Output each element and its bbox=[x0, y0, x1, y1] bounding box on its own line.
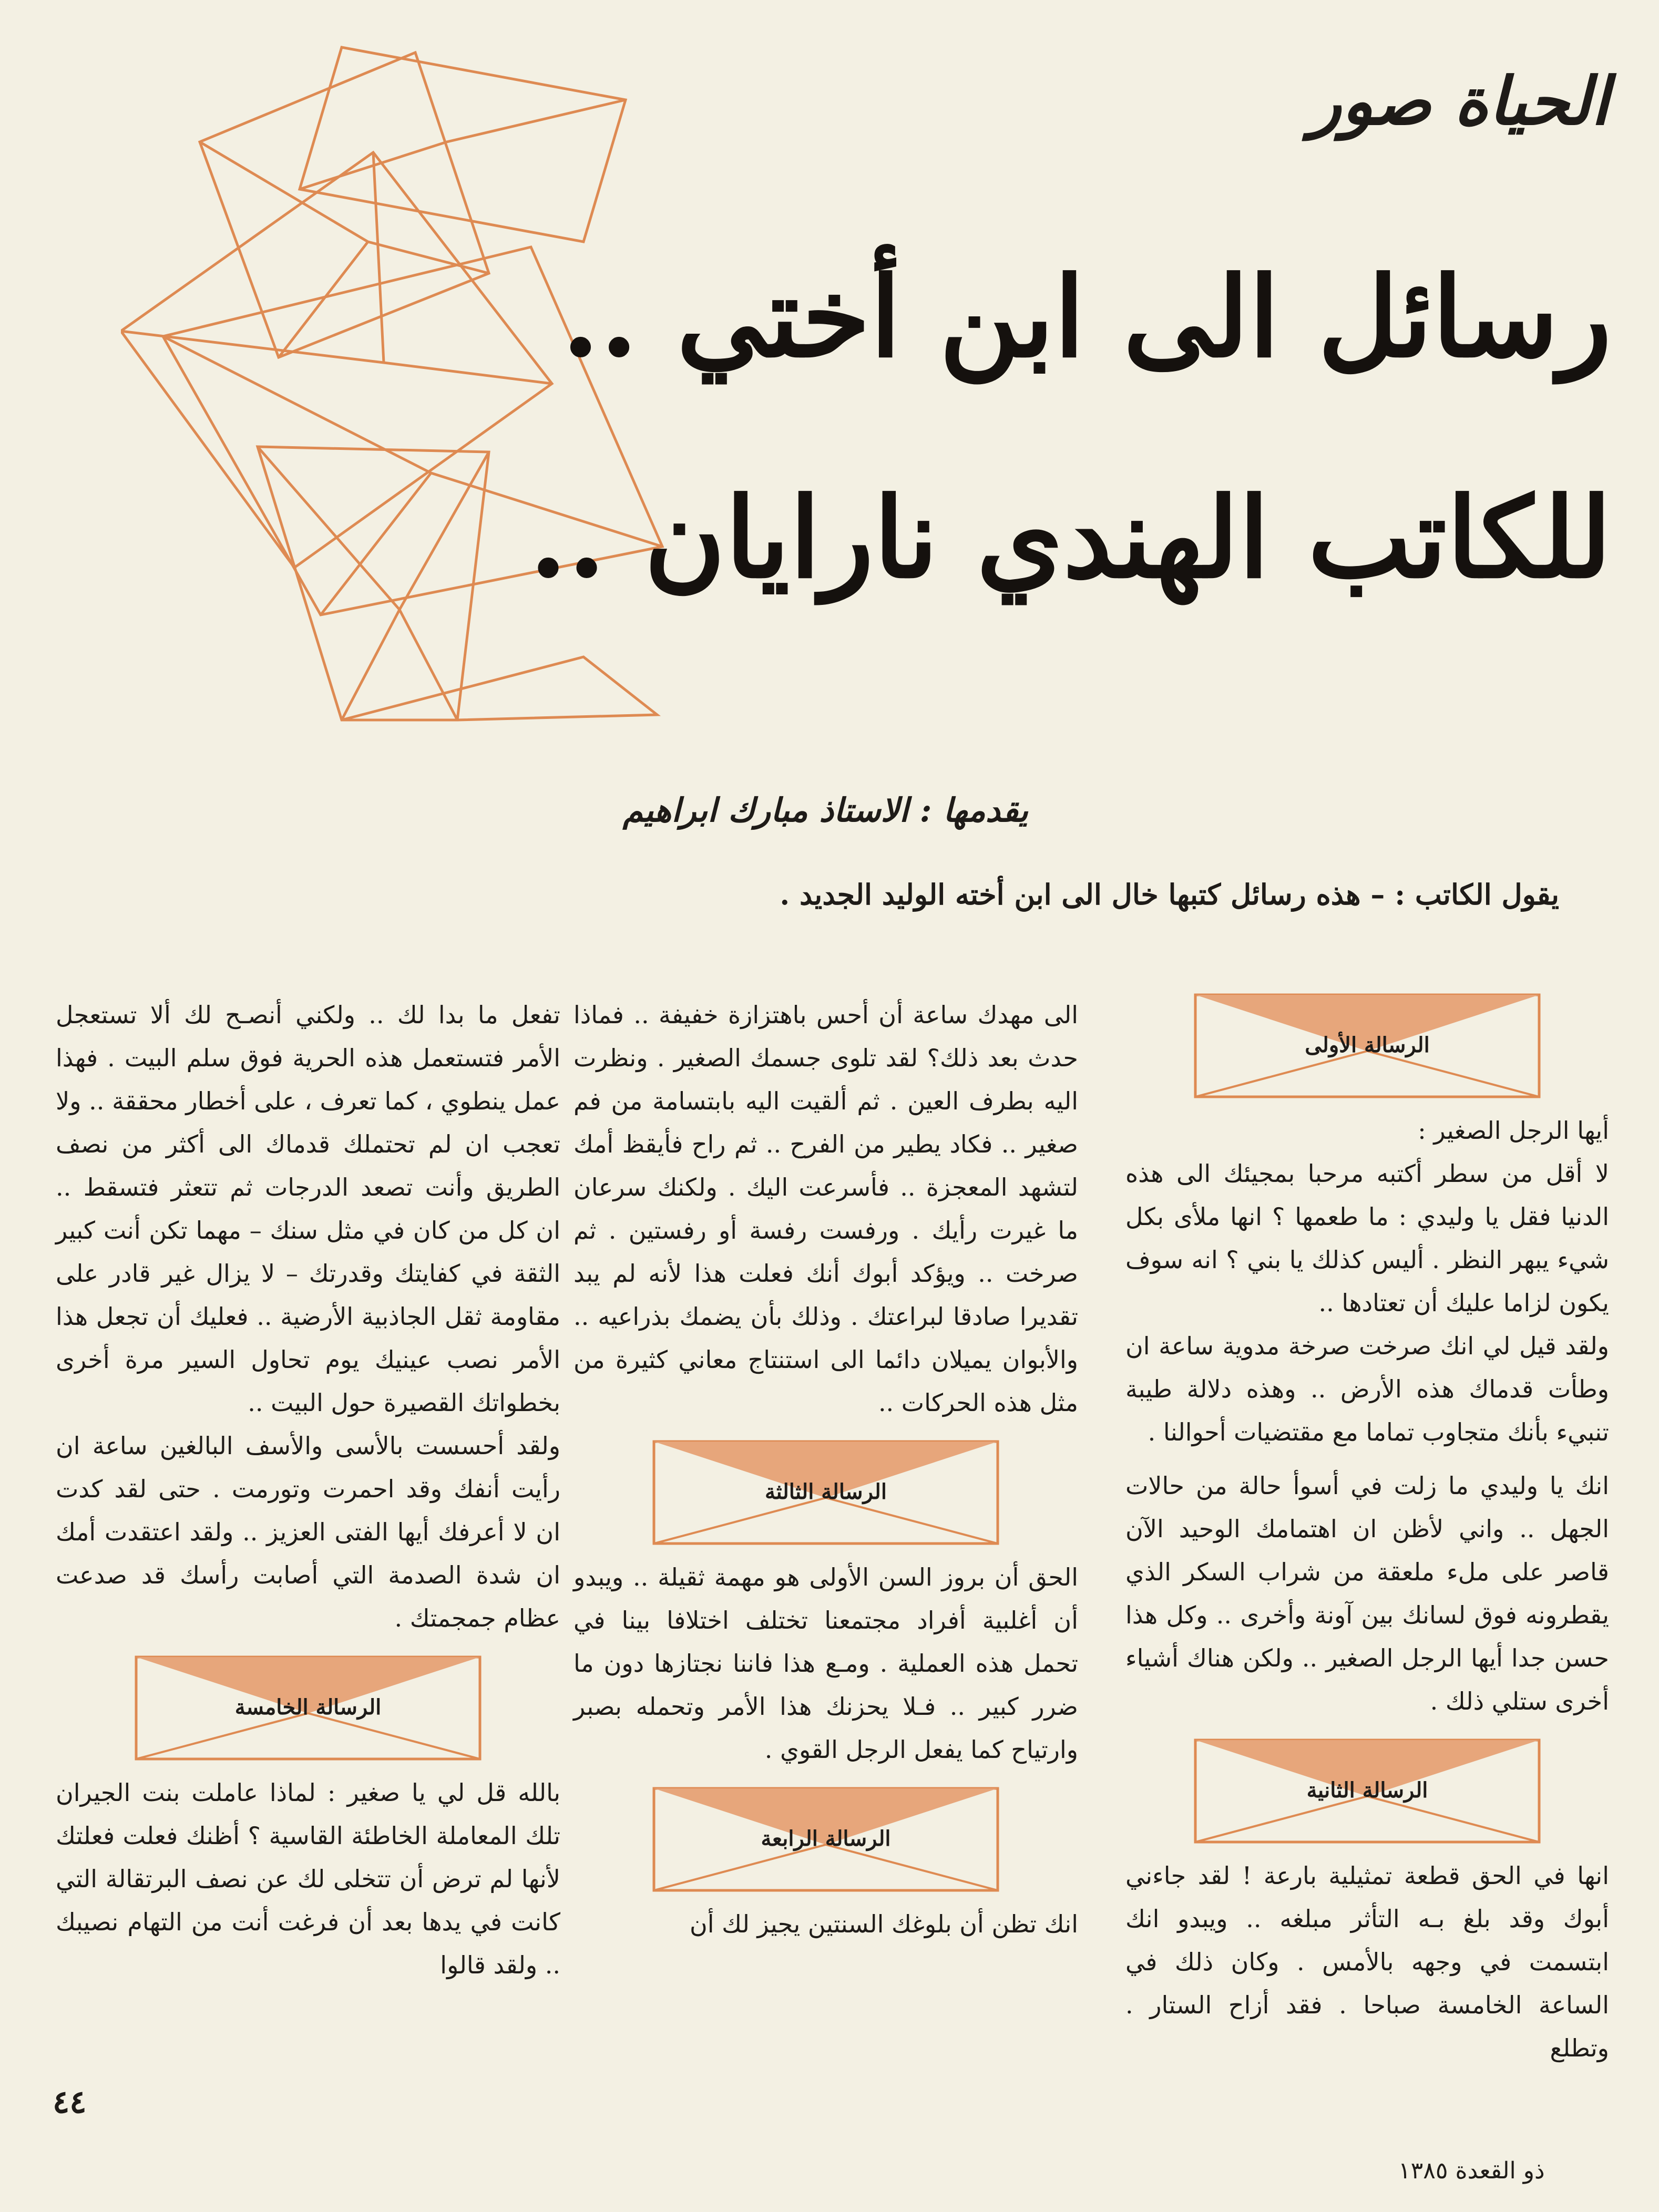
letter-heading-label: الرسالة الخامسة bbox=[234, 1695, 382, 1720]
issue-date: ذو القعدة ١٣٨٥ bbox=[1398, 2157, 1545, 2184]
page-number: ٤٤ bbox=[53, 2084, 87, 2121]
paragraph: ولقد قيل لي انك صرخت صرخة مدوية ساعة ان وطأت قدماك هذه الأرض .. وهذه دلالة طيبة تنبيء بأنك متجاوب تماما مع مقتضيات أحوالنا . bbox=[1125, 1332, 1609, 1446]
paragraph: انك يا وليدي ما زلت في أسوأ حالة من حالات الجهل .. واني لأظن ان اهتمامك الوحيد الآن قاصر على ملء ملعقة من شراب السكر الذي يقطرونه فوق لسانك بين آونة وأخرى .. وكل هذا حسن جدا أيها الرجل الصغير .. ولكن هناك أشياء أخرى ستلي ذلك . bbox=[1125, 1472, 1609, 1715]
paragraph: تفعل ما بدا لك .. ولكني أنصـح لك ألا تستعجل الأمر فتستعمل هذه الحرية فوق سلم البيت . فهذا عمل ينطوي ، كما تعرف ، على أخطار محققة .. ولا تعجب ان لم تحتملك قدماك الى أكثر من نصف الطريق وأنت تصعد الدرجات ثم تتعثر فتسقط .. ان كل من كان في مثل سنك – مهما تكن أنت كبير الثقة في كفايتك وقدرتك – لا يزال غير قادر على مقاومة ثقل الجاذبية الأرضية .. فعليك أن تجعل هذا الأمر نصب عينيك يوم تحاول السير مرة أخرى بخطواتك القصيرة حول البيت .. bbox=[56, 1001, 560, 1417]
paragraph: انها في الحق قطعة تمثيلية بارعة ! لقد جاءني أبوك وقد بلغ بـه التأثر مبلغه .. ويبدو انك ابتسمت في وجهه بالأمس . وكان ذلك في الساعة الخامسة صباحا . فقد أزاح الستار . وتطلع bbox=[1125, 1861, 1609, 2062]
letter-heading-first bbox=[1194, 993, 1541, 1098]
paragraph: بالله قل لي يا صغير : لماذا عاملت بنت الجيران تلك المعاملة الخاطئة القاسية ؟ أظنك فعلت فعلتك لأنها لم ترض أن تتخلى لك عن نصف البرتقالة التي كانت في يدها بعد أن فرغت أنت من التهام نصيبك .. ولقد قالوا bbox=[56, 1778, 560, 1979]
paragraph: ولقد أحسست بالأسى والأسف البالغين ساعة ان رأيت أنفك وقد احمرت وتورمت . حتى لقد كدت ان لا أعرفك أيها الفتى العزيز .. ولقد اعتقدت أمك ان شدة الصدمة التي أصابت رأسك قد صدعت عظام جمجمتك . bbox=[56, 1432, 560, 1632]
letter-heading-label: الرسالة الثانية bbox=[1306, 1778, 1428, 1803]
column-right bbox=[1125, 993, 1609, 2070]
byline: يقدمها : الاستاذ مبارك ابراهيم bbox=[622, 791, 1028, 829]
section-label: الحياة صور bbox=[1309, 63, 1609, 140]
paragraph: الى مهدك ساعة أن أحس باهتزازة خفيفة .. فماذا حدث بعد ذلك؟ لقد تلوى جسمك الصغير . ونظرت اليه بطرف العين . ثم ألقيت اليه بابتسامة من فم صغير .. فكاد يطير من الفرح .. ثم راح فأيقظ أمك لتشهد المعجزة .. فأسرعت اليك . ولكنك سرعان ما غيرت رأيك . ورفست رفسة أو رفستين . ثم صرخت .. ويؤكد أبوك أنك فعلت هذا لأنه لم يبد تقديرا صادقا لبراعتك . وذلك بأن يضمك بذراعيه .. والأبوان يميلان دائما الى استنتاج معاني كثيرة من مثل هذه الحركات .. bbox=[574, 1001, 1078, 1417]
column-middle bbox=[574, 993, 1078, 1946]
column-left bbox=[56, 993, 560, 1987]
letter-heading-fourth bbox=[652, 1787, 999, 1892]
letter-heading-label: الرسالة الرابعة bbox=[761, 1826, 891, 1851]
article-title-line-1: رسائل الى ابن أختي .. bbox=[561, 252, 1612, 382]
paragraph: لا أقل من سطر أكتبه مرحبا بمجيئك الى هذه الدنيا فقل يا وليدي : ما طعمها ؟ انها ملأى بكل شيء يبهر النظر . أليس كذلك يا بني ؟ انه سوف يكون لزاما عليك أن تعتادها .. bbox=[1125, 1159, 1609, 1317]
letter-heading-third bbox=[652, 1440, 999, 1545]
paragraph: الحق أن بروز السن الأولى هو مهمة ثقيلة .. ويبدو أن أغلبية أفراد مجتمعنا تختلف اختلافا بينا في تحمل هذه العملية . ومـع هذا فاننا نجتازها دون ما ضرر كبير .. فـلا يحزنك هذا الأمر وتحمله بصبر وارتياح كما يفعل الرجل القوي . bbox=[574, 1563, 1078, 1764]
intro-text: يقول الكاتب : – هذه رسائل كتبها خال الى ابن أخته الوليد الجديد . bbox=[780, 878, 1559, 911]
envelopes-illustration bbox=[121, 37, 804, 736]
letter-heading-fifth bbox=[135, 1655, 482, 1761]
greeting: أيها الرجل الصغير : bbox=[1418, 1116, 1609, 1145]
letter-heading-second bbox=[1194, 1738, 1541, 1844]
letter-heading-label: الرسالة الأولى bbox=[1305, 1033, 1430, 1057]
article-title-line-2: للكاتب الهندي نارايان .. bbox=[529, 473, 1612, 603]
paragraph: انك تظن أن بلوغك السنتين يجيز لك أن bbox=[689, 1910, 1078, 1938]
letter-heading-label: الرسالة الثالثة bbox=[765, 1479, 887, 1504]
